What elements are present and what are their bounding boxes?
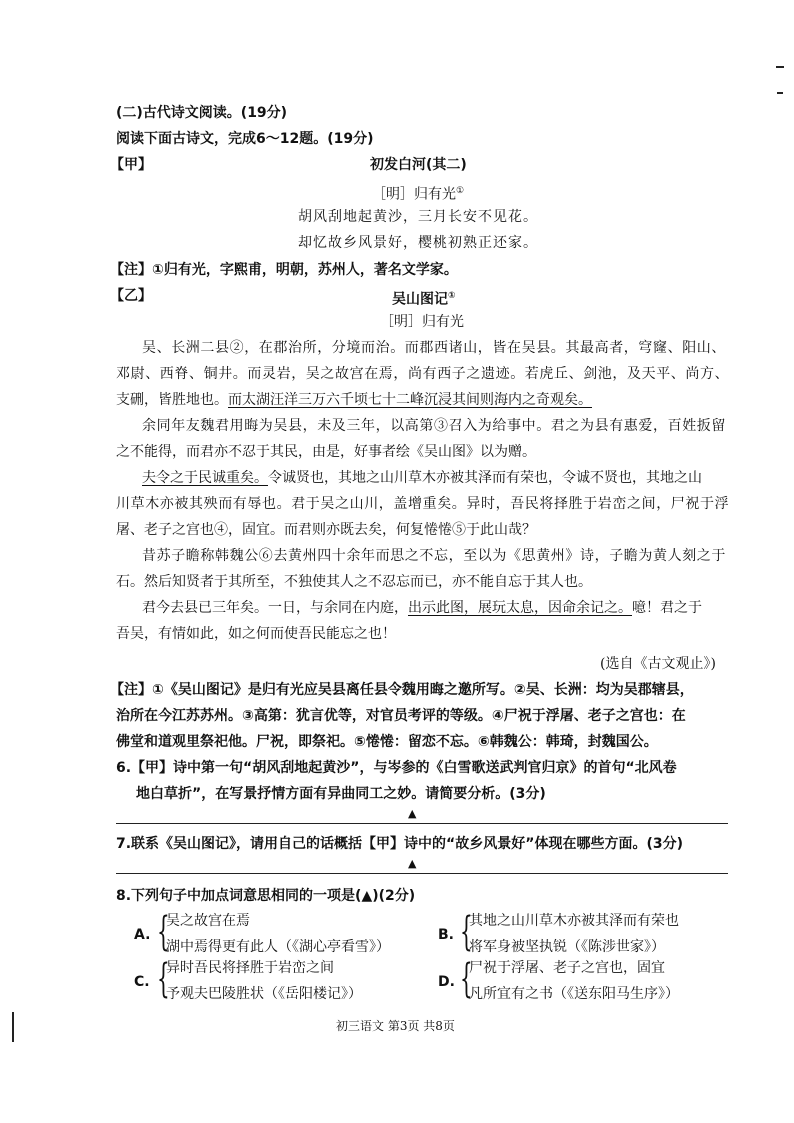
essay-p5-underlined: 出示此图，展玩太息，因命余记之。	[408, 600, 632, 616]
jia-note: 【注】①归有光，字熙甫，明朝，苏州人，著名文学家。	[110, 262, 458, 278]
essay-p1-line3: 支硎，皆胜地也。而太湖汪洋三万六千顷七十二峰沉浸其间则海内之奇观矣。	[116, 392, 592, 408]
section-title: (二)古代诗文阅读。(19分)	[116, 105, 288, 121]
poem-author: ［明］归有光①	[372, 186, 465, 203]
answer-mark-7: ▲	[408, 857, 417, 870]
question-6-line2: 地白草折”，在写景抒情方面有异曲同工之妙。请简要分析。(3分)	[136, 786, 546, 802]
page-footer: 初三语文 第3页 共8页	[336, 1019, 455, 1033]
option-d-line1: 尸祝于浮屠、老子之宫也，固宜	[469, 960, 665, 976]
essay-p1-line1: 吴、长洲二县②，在郡治所，分境而治。而郡西诸山，皆在吴县。其最高者，穹窿、阳山、	[142, 340, 726, 356]
essay-p1-line2: 邓尉、西脊、铜井。而灵岩，吴之故宫在焉，尚有西子之遗迹。若虎丘、剑池，及天平、尚方、	[116, 366, 730, 382]
answer-line-6[interactable]	[116, 823, 728, 824]
answer-line-7[interactable]	[116, 873, 728, 874]
option-b-line2: 将军身被坚执锐（《陈涉世家》）	[469, 939, 665, 955]
option-d-letter[interactable]: D.	[438, 974, 455, 990]
jia-label: 【甲】	[110, 157, 152, 173]
instruction: 阅读下面古诗文，完成6～12题。(19分)	[116, 131, 374, 147]
answer-mark-6: ▲	[408, 807, 417, 820]
option-c-line1: 异时吾民将择胜于岩峦之间	[166, 960, 334, 976]
option-c-letter[interactable]: C.	[134, 974, 150, 990]
option-d-brace: {	[460, 956, 473, 1002]
option-a-line1: 吴之故宫在焉	[166, 913, 250, 929]
option-d-line2: 凡所宜有之书（《送东阳马生序》）	[469, 986, 679, 1002]
option-c-brace: {	[157, 956, 170, 1002]
option-b-line1: 其地之山川草木亦被其泽而有荣也	[469, 913, 679, 929]
option-b-brace: {	[460, 909, 473, 955]
scan-mark-right-2	[777, 92, 783, 94]
essay-p3-line1: 夫令之于民诚重矣。令诚贤也，其地之山川草木亦被其泽而有荣也，令诚不贤也，其地之山	[142, 470, 702, 486]
question-6-line1: 6.【甲】诗中第一句“胡风刮地起黄沙”，与岑参的《白雪歌送武判官归京》的首句“北风卷	[116, 760, 677, 776]
essay-p5-line2: 吾吴，有情如此，如之何而使吾民能忘之也！	[116, 626, 396, 642]
poem-line-1: 胡风刮地起黄沙，三月长安不见花。	[298, 209, 538, 225]
essay-p5-line1: 君今去县已三年矣。一日，与余同在内庭，出示此图，展玩太息，因命余记之。噫！君之于	[142, 600, 702, 616]
yi-note-3: 佛堂和道观里祭祀他。尸祝，即祭祀。⑤惓惓：留恋不忘。⑥韩魏公：韩琦，封魏国公。	[116, 734, 658, 750]
yi-note-1: 【注】①《吴山图记》是归有光应吴县离任县令魏用晦之邀所写。②吴、长洲：均为吴郡辖县，	[110, 682, 694, 698]
essay-p3-line2: 川草木亦被其殃而有辱也。君于吴之山川，盖增重矣。异时，吾民将择胜于岩峦之间，尸祝于浮	[116, 496, 730, 512]
essay-p3-underlined: 夫令之于民诚重矣。	[142, 470, 268, 486]
scan-mark-left	[12, 1012, 14, 1042]
essay-p2-line2: 之不能得，而君亦不忍于其民，由是，好事者绘《吴山图》以为赠。	[116, 444, 536, 460]
essay-p1-underlined: 而太湖汪洋三万六千顷七十二峰沉浸其间则海内之奇观矣。	[228, 392, 592, 408]
essay-title: 吴山图记①	[392, 291, 456, 308]
essay-p4-line1: 昔苏子瞻称韩魏公⑥去黄州四十余年而思之不忘，至以为《思黄州》诗，子瞻为黄人刻之于	[142, 548, 726, 564]
source: (选自《古文观止》)	[600, 656, 716, 672]
yi-label: 【乙】	[110, 288, 152, 304]
option-a-letter[interactable]: A.	[134, 927, 151, 943]
option-a-brace: {	[157, 909, 170, 955]
yi-note-2: 治所在今江苏苏州。③高第：犹言优等，对官员考评的等级。④尸祝于浮屠、老子之宫也：在	[116, 708, 686, 724]
question-7: 7.联系《吴山图记》，请用自己的话概括【甲】诗中的“故乡风景好”体现在哪些方面。(3分)	[116, 836, 683, 852]
option-a-line2: 湖中焉得更有此人（《湖心亭看雪》）	[166, 939, 390, 955]
option-b-letter[interactable]: B.	[438, 927, 454, 943]
poem-title: 初发白河(其二)	[370, 157, 467, 173]
essay-author: ［明］归有光	[380, 314, 464, 330]
question-8: 8.下列句子中加点词意思相同的一项是(▲)(2分)	[116, 888, 416, 904]
option-c-line2: 予观夫巴陵胜状（《岳阳楼记》）	[166, 986, 362, 1002]
essay-p2-line1: 余同年友魏君用晦为吴县，未及三年，以高第③召入为给事中。君之为县有惠爱，百姓扳留	[142, 418, 726, 434]
essay-p4-line2: 石。然后知贤者于其所至，不独使其人之不忍忘而已，亦不能自忘于其人也。	[116, 574, 592, 590]
essay-p3-line3: 屠、老子之宫也④，固宜。而君则亦既去矣，何复惓惓⑤于此山哉？	[116, 522, 536, 538]
poem-line-2: 却忆故乡风景好，樱桃初熟正还家。	[298, 235, 538, 251]
scan-mark-right-1	[776, 66, 784, 68]
